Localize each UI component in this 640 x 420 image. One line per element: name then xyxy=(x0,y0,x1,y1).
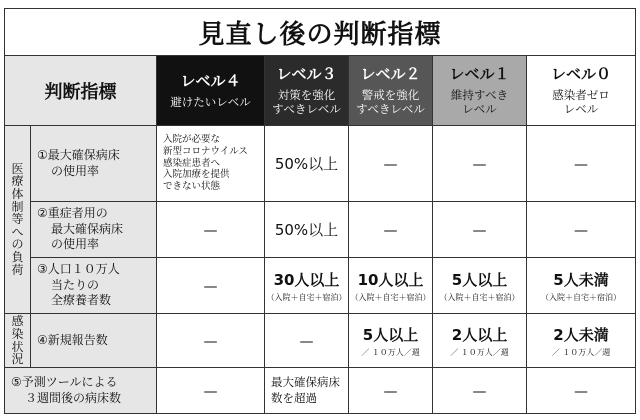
level-1-name: レベル１ xyxy=(449,64,510,83)
group-char: 体 xyxy=(11,187,24,202)
value-text: 5人未満 xyxy=(553,270,609,289)
row-label-patients-per-100k xyxy=(31,258,157,314)
dash: — xyxy=(574,384,588,400)
row4-level3 xyxy=(265,314,349,368)
group-char: 染 xyxy=(11,326,24,341)
level-1-header xyxy=(433,56,527,126)
row5-level0 xyxy=(527,368,636,414)
level-4-desc: 避けたいレベル xyxy=(170,94,251,109)
value-text: 50%以上 xyxy=(274,221,339,239)
level-3-name: レベル３ xyxy=(276,64,337,83)
row-label-forecast-beds xyxy=(5,368,157,414)
level-0-desc-1: 感染者ゼロ xyxy=(552,87,610,102)
row3-level2 xyxy=(349,258,433,314)
row-label-line: の使用率 xyxy=(51,163,100,178)
group-char: の xyxy=(11,237,24,252)
note-line: 新型コロナウイルス xyxy=(163,145,248,157)
row-label-bed-usage xyxy=(31,126,157,202)
level-3-desc-1: 対策を強化 xyxy=(277,87,336,102)
row-label-new-reports xyxy=(31,314,157,368)
value-text: 10人以上 xyxy=(357,270,424,289)
value-subtext: ／ １０万人／週 xyxy=(551,347,611,357)
dash: — xyxy=(472,384,487,400)
row2-level2 xyxy=(349,202,433,258)
dash: — xyxy=(203,279,218,295)
row-label-line: 最大確保病床 xyxy=(51,221,124,236)
row-label-line: の使用率 xyxy=(51,237,100,252)
value-subtext: （入院＋自宅＋宿泊） xyxy=(541,292,621,302)
value-subtext: （入院＋自宅＋宿泊） xyxy=(266,292,347,302)
row2-level4 xyxy=(157,202,265,258)
row5-level4 xyxy=(157,368,265,414)
row4-level1 xyxy=(433,314,527,368)
level-3-desc-2: すべきレベル xyxy=(272,101,341,116)
row1-level0 xyxy=(527,126,636,202)
row5-level1 xyxy=(433,368,527,414)
indicator-header: 判断指標 xyxy=(5,56,157,126)
level-0-name: レベル０ xyxy=(550,64,611,83)
dash: — xyxy=(203,384,218,400)
page-title: 見直し後の判断指標 xyxy=(5,9,636,56)
value-text: 5人以上 xyxy=(362,325,419,344)
row1-level3 xyxy=(265,126,349,202)
dash: — xyxy=(383,384,398,400)
indicator-table xyxy=(4,8,636,414)
level-2-desc-2: すべきレベル xyxy=(356,101,425,116)
value-subtext: ／ １０万人／週 xyxy=(361,347,420,357)
dash: — xyxy=(574,157,588,173)
level-4-name: レベル４ xyxy=(180,71,241,90)
note-line: 入院加療を提供 xyxy=(163,169,230,181)
row4-level0 xyxy=(527,314,636,368)
group-infection-status xyxy=(5,314,31,368)
dash: — xyxy=(203,334,218,350)
row-label-line: 当たりの xyxy=(51,277,100,292)
row4-level2 xyxy=(349,314,433,368)
dash: — xyxy=(472,223,487,239)
group-char: 等 xyxy=(11,212,24,227)
value-subtext: （入院＋自宅＋宿泊） xyxy=(350,292,431,302)
level-1-desc-2: レベル xyxy=(462,101,497,116)
dash: — xyxy=(574,223,588,239)
row3-level0 xyxy=(527,258,636,314)
group-char: 負 xyxy=(11,249,24,264)
value-text: 2人以上 xyxy=(451,325,508,344)
level-2-header xyxy=(349,56,433,126)
row-label-severe-bed-usage xyxy=(31,202,157,258)
note-line: できない状態 xyxy=(163,181,221,193)
value-text: 50%以上 xyxy=(274,155,339,173)
value-text: 5人以上 xyxy=(451,270,508,289)
group-char: 荷 xyxy=(11,262,24,277)
group-char: 状 xyxy=(11,339,24,354)
dash: — xyxy=(383,157,398,173)
level-2-name: レベル２ xyxy=(360,64,421,83)
group-char: 感 xyxy=(11,314,24,329)
row3-level4 xyxy=(157,258,265,314)
dash: — xyxy=(299,334,314,350)
row-label-line: ３週間後の病床数 xyxy=(25,390,122,405)
row2-level1 xyxy=(433,202,527,258)
group-char: 況 xyxy=(11,352,24,367)
note-line: 入院が必要な xyxy=(163,133,221,145)
dash: — xyxy=(203,223,218,239)
value-subtext: ／ １０万人／週 xyxy=(450,347,509,357)
note-line: 最大確保病床 xyxy=(271,374,340,389)
row2-level0 xyxy=(527,202,636,258)
row-label-line: ②重症者用の xyxy=(37,206,108,221)
group-char: 制 xyxy=(11,199,24,214)
row4-level4 xyxy=(157,314,265,368)
group-char: 医 xyxy=(11,161,24,176)
value-subtext: （入院＋自宅＋宿泊） xyxy=(439,292,520,302)
row-label-line: ③人口１０万人 xyxy=(37,262,120,277)
row3-level3 xyxy=(265,258,349,314)
row-label-line: ①最大確保病床 xyxy=(37,147,120,162)
row-label-line: 全療養者数 xyxy=(51,293,112,308)
level-1-desc-1: 維持すべき xyxy=(450,87,509,102)
row3-level1 xyxy=(433,258,527,314)
row1-level2 xyxy=(349,126,433,202)
group-char: へ xyxy=(11,224,24,239)
level-3-header xyxy=(265,56,349,126)
row2-level3 xyxy=(265,202,349,258)
value-text: 30人以上 xyxy=(273,270,340,289)
row5-level2 xyxy=(349,368,433,414)
note-line: 感染症患者へ xyxy=(163,157,221,169)
row5-level3 xyxy=(265,368,349,414)
level-2-desc-1: 警戒を強化 xyxy=(361,87,420,102)
row-label-line: ④新規報告数 xyxy=(37,332,108,347)
level-4-header xyxy=(157,56,265,126)
row-label-line: ⑤予測ツールによる xyxy=(11,374,118,389)
row1-level1 xyxy=(433,126,527,202)
dash: — xyxy=(472,157,487,173)
note-line: 数を超過 xyxy=(271,390,317,405)
group-char: 療 xyxy=(11,174,24,189)
dash: — xyxy=(383,223,398,239)
level-0-desc-2: レベル xyxy=(563,101,599,116)
level-4-state-note xyxy=(157,126,265,202)
value-text: 2人未満 xyxy=(553,325,609,344)
level-0-header xyxy=(527,56,636,126)
group-medical-load xyxy=(5,126,31,314)
